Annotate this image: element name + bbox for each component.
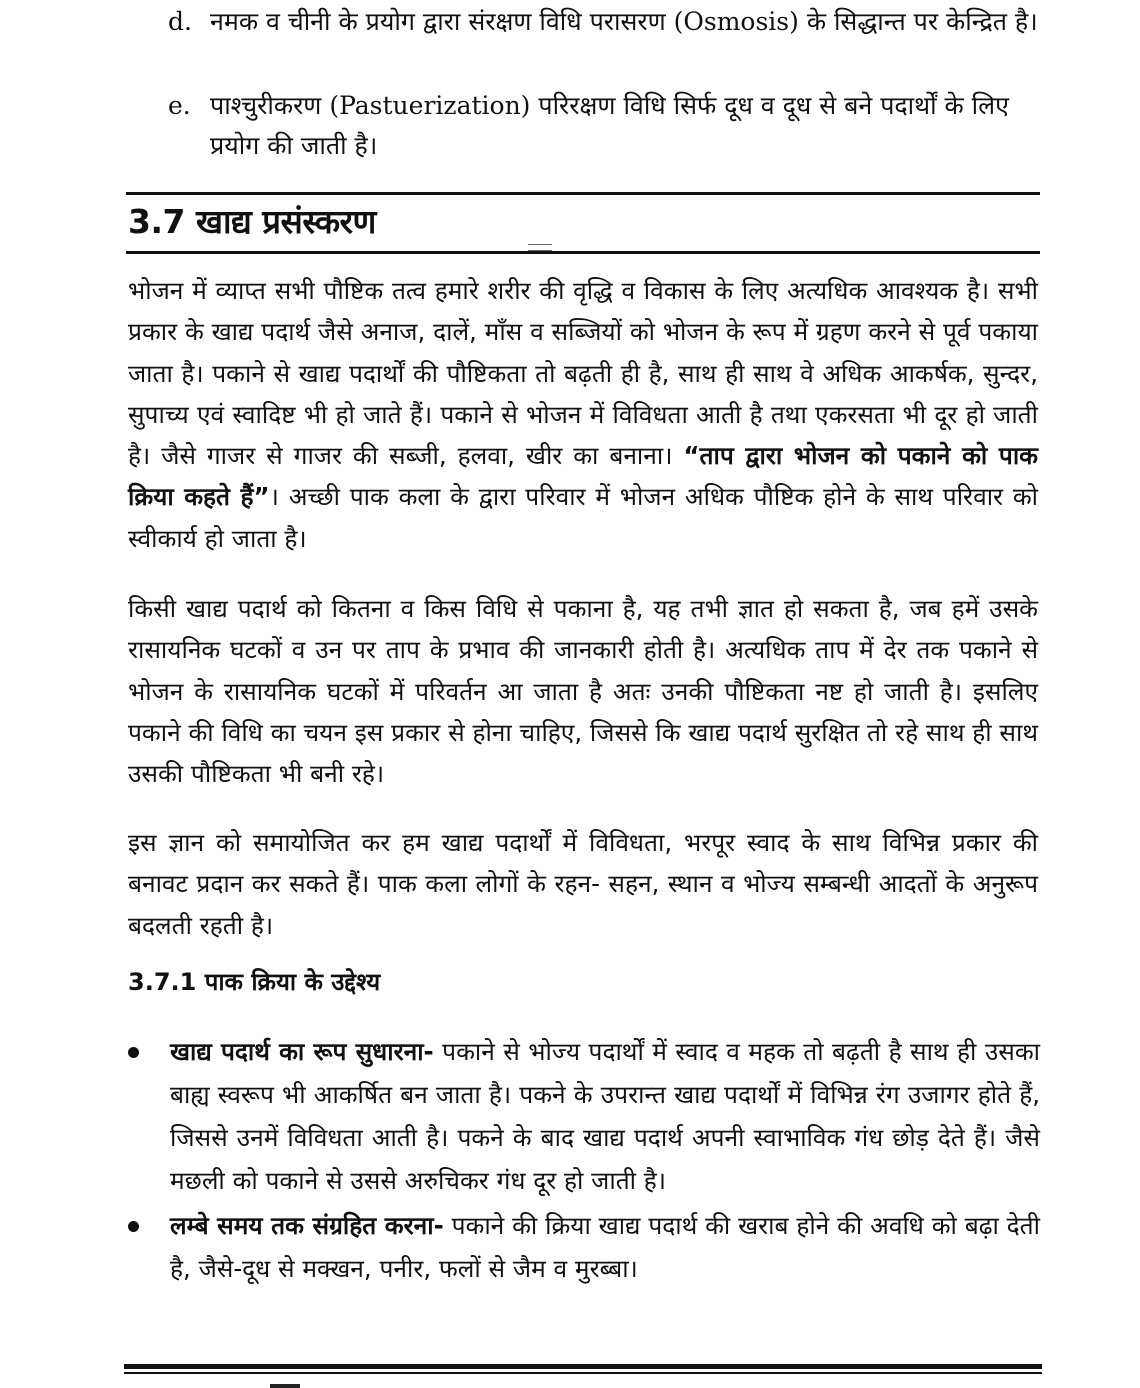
footer-rule [124, 1364, 1042, 1369]
paragraph-text: भोजन में व्याप्त सभी पौष्टिक तत्व हमारे शरीर की वृद्धि व विकास के लिए अत्यधिक आवश्यक है। सभी प्रकार के खाद्य पदार्थ जैसे अनाज, दालें, माँस व सब्जियों को भोजन के रूप में ग्रहण करने से पूर्व पकाया जाता है। पकाने से खाद्य पदार्थों की पौष्टिकता तो बढ़ती ही है, साथ ही साथ वे अधिक आकर्षक, सुन्दर, सुपाच्य एवं स्वादिष्ट भी हो जाते हैं। पकाने से भोजन में विविधता आती है तथा एकरसता भी दूर हो जाती है। जैसे गाजर से गाजर की सब्जी, हलवा, खीर का बनाना। [128, 276, 1038, 471]
paragraph-text: । अच्छी पाक कला के द्वारा परिवार में भोजन अधिक पौष्टिक होने के साथ परिवार को स्वीकार्य हो जाता है। [128, 482, 1038, 553]
bullet-lead: खाद्य पदार्थ का रूप सुधारना- [170, 1037, 434, 1066]
subsection-title: 3.7.1 पाक क्रिया के उद्देश्य [128, 968, 381, 996]
bullet-dot-icon [128, 1047, 139, 1058]
section-bottom-rule [126, 251, 1040, 254]
definition-text: “ताप द्वारा भोजन को पकाने को पाक क्रिया कहते हैं” [128, 441, 1038, 512]
paragraph-knowledge: इस ज्ञान को समायोजित कर हम खाद्य पदार्थों में विविधता, भरपूर स्वाद के साथ विभिन्न प्रकार की बनावट प्रदान कर सकते हैं। पाक कला लोगों के रहन- सहन, स्थान व भोज्य सम्बन्धी आदतों के अनुरूप बदलती रहती है। [128, 828, 1038, 940]
footer-rule-thin [124, 1372, 1042, 1374]
paragraph-cooking-method: किसी खाद्य पदार्थ को कितना व किस विधि से पकाना है, यह तभी ज्ञात हो सकता है, जब हमें उसके रासायनिक घटकों व उन पर ताप के प्रभाव की जानकारी होती है। अत्यधिक ताप में देर तक पकाने से भोजन के रासायनिक घटकों में परिवर्तन आ जाता है अतः उनकी पौष्टिकता नष्ट हो जाती है। इसलिए पकाने की विधि का चयन इस प्रकार से होना चाहिए, जिससे कि खाद्य पदार्थ सुरक्षित तो रहे साथ ही साथ उसकी पौष्टिकता भी बनी रहे। [128, 594, 1038, 789]
paragraph-intro [128, 270, 1038, 559]
rule-mark [528, 244, 552, 251]
section-title: 3.7 खाद्य प्रसंस्करण [128, 202, 376, 241]
list-item-text: पाश्चुरीकरण (Pastuerization) परिरक्षण विधि सिर्फ दूध व दूध से बने पदार्थों के लिए प्रयोग की जाती है। [210, 91, 1009, 160]
section-top-rule [126, 192, 1040, 195]
bullet-lead: लम्बे समय तक संग्रहित करना- [170, 1211, 444, 1240]
bullet-dot-icon [128, 1221, 139, 1232]
list-marker: d. [168, 7, 192, 36]
footer-mark [270, 1384, 300, 1388]
list-item-text: नमक व चीनी के प्रयोग द्वारा संरक्षण विधि परासरण (Osmosis) के सिद्धान्त पर केन्द्रित है। [210, 7, 1038, 36]
bullet-text: पकाने से भोज्य पदार्थों में स्वाद व महक तो बढ़ती है साथ ही उसका बाह्य स्वरूप भी आकर्षित बन जाता है। पकने के उपरान्त खाद्य पदार्थों में विभिन्न रंग उजागर होते हैं, जिससे उनमें विविधता आती है। पकने के बाद खाद्य पदार्थ अपनी स्वाभाविक गंध छोड़ देते हैं। जैसे मछली को पकाने से उससे अरुचिकर गंध दूर हो जाती है। [170, 1037, 1040, 1195]
bullet-text: पकाने की क्रिया खाद्य पदार्थ की खराब होने की अवधि को बढ़ा देती है, जैसे-दूध से मक्खन, पनीर, फलों से जैम व मुरब्बा। [170, 1211, 1040, 1283]
list-marker: e. [168, 91, 191, 120]
